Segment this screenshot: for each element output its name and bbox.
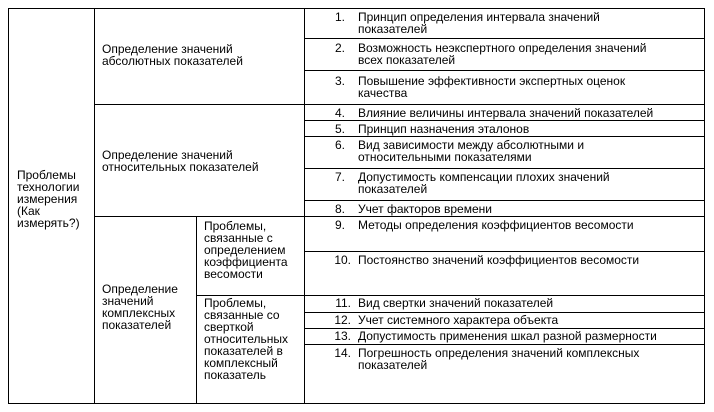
row-divider [304,38,705,39]
item-text: Учет системного характера объекта [358,313,559,327]
table-border-bottom [8,403,705,404]
column-divider-subgroup [196,216,197,404]
item-text: Вид свертки значений показателей [358,296,554,310]
subgroup-convolution-cell: Проблемы, связанные со сверткой относительных показателей в комплексный показатель [204,296,289,382]
group-divider-relative [94,216,705,217]
category-cell: Проблемы технологии измерения (Как измерять?) [17,168,80,230]
item-text: Допустимость применения шкал разной размерности [358,329,657,343]
item-number: 7. [334,170,345,184]
item-text: Погрешность определения значений комплексных показателей [358,346,640,372]
item-text: Повышение эффективности экспертных оценок качества [358,74,626,100]
group-absolute-cell: Определение значений абсолютных показателей [102,42,243,68]
item-number: 3. [334,74,345,88]
item-text: Принцип назначения эталонов [358,122,530,136]
group-relative-cell: Определение значений относительных показателей [102,148,259,174]
item-text: Возможность неэкспертного определения значений всех показателей [358,41,647,67]
group-divider-absolute [94,104,705,105]
item-number: 10. [334,253,351,267]
item-text: Влияние величины интервала значений показателей [358,106,654,120]
item-text: Принцип определения интервала значений показателей [358,10,600,36]
item-text: Методы определения коэффициентов весомости [358,218,634,232]
item-text: Вид зависимости между абсолютными и относительными показателями [358,138,585,164]
group-complex-cell: Определение значений комплексных показателей [102,282,178,332]
subgroup-weight-cell: Проблемы, связанные с определением коэффициента весомости [204,219,288,281]
item-number: 6. [334,138,345,152]
item-number: 5. [334,122,345,136]
item-text: Постоянство значений коэффициентов весомости [358,253,640,267]
item-number: 12. [334,313,351,327]
item-number: 14. [334,346,351,360]
row-divider [304,136,705,137]
row-divider [304,168,705,169]
row-divider [304,251,705,252]
item-number: 11. [335,296,351,310]
table-border-left [8,8,9,404]
item-text: Учет факторов времени [358,202,492,216]
item-number: 4. [334,106,345,120]
row-divider [304,344,705,345]
row-divider [304,200,705,201]
row-divider [304,70,705,71]
item-number: 13. [334,329,351,343]
item-number: 2. [334,41,345,55]
item-text: Допустимость компенсации плохих значений показателей [358,170,610,196]
column-divider-category [94,8,95,404]
item-number: 8. [334,202,345,216]
item-number: 1. [334,10,345,24]
table-border-top [8,8,705,9]
item-number: 9. [334,218,345,232]
row-divider [304,120,705,121]
